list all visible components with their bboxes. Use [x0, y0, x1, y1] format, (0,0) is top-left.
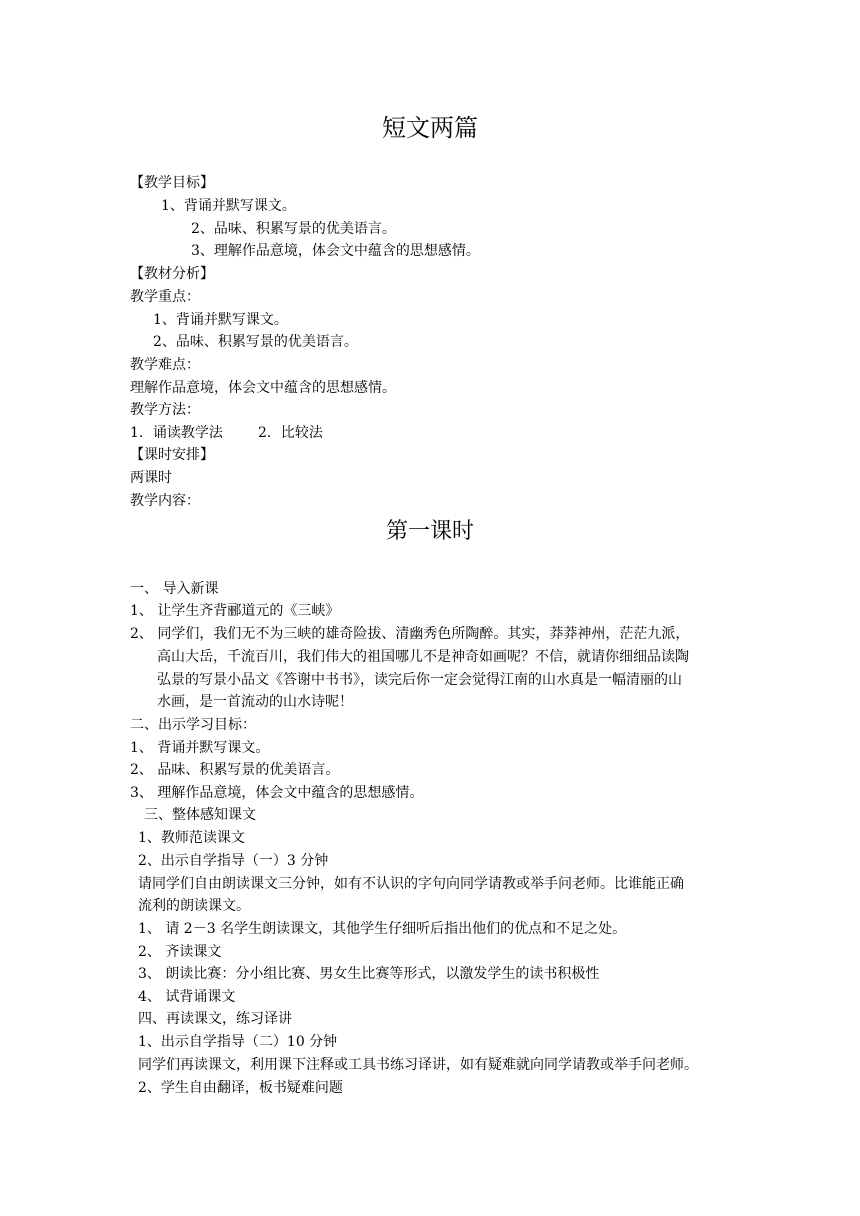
intro-paragraph-line: 高山大岳，千流百川，我们伟大的祖国哪儿不是神奇如画呢？不信，就请你细细品读陶: [157, 649, 689, 665]
goal-item: 1、 背诵并默写课文。: [130, 740, 270, 756]
schedule-heading: 【课时安排】: [130, 447, 214, 463]
step-line: 2、学生自由翻译，板书疑难问题: [138, 1080, 343, 1096]
goal-item: 3、 理解作品意境，体会文中蕴含的思想感情。: [130, 785, 424, 801]
section-heading: 四、再读课文，练习译讲: [138, 1011, 292, 1027]
step-line: 同学们再读课文，利用课下注释或工具书练习译讲，如有疑难就向同学请教或举手问老师。: [138, 1057, 698, 1073]
step-item: 4、 试背诵课文: [138, 989, 236, 1005]
step-item: 2、 齐读课文: [138, 944, 222, 960]
method-item: 1．诵读教学法: [130, 425, 223, 441]
step-item: 1、 请 2－3 名学生朗读课文，其他学生仔细听后指出他们的优点和不足之处。: [138, 921, 627, 937]
goal-item: 2、 品味、积累写景的优美语言。: [130, 762, 340, 778]
section-heading: 三、整体感知课文: [144, 807, 256, 823]
key-point-item: 2、品味、积累写景的优美语言。: [153, 334, 358, 350]
key-point-item: 1、背诵并默写课文。: [153, 312, 288, 328]
step-line: 流利的朗读课文。: [138, 898, 250, 914]
intro-item: 1、 让学生齐背郦道元的《三峡》: [130, 603, 340, 619]
step-line: 1、出示自学指导（二）10 分钟: [138, 1034, 338, 1050]
method-label: 教学方法：: [130, 402, 200, 418]
intro-paragraph-line: 水画，是一首流动的山水诗呢！: [157, 694, 353, 710]
difficulty-label: 教学难点：: [130, 357, 200, 373]
difficulty-text: 理解作品意境，体会文中蕴含的思想感情。: [130, 380, 396, 396]
section-heading: 一、 导入新课: [130, 581, 219, 597]
analysis-heading: 【教材分析】: [130, 266, 214, 282]
lesson-title: 第一课时: [385, 519, 474, 544]
objective-item: 2、品味、积累写景的优美语言。: [191, 221, 396, 237]
page-title: 短文两篇: [382, 114, 478, 142]
objectives-heading: 【教学目标】: [130, 175, 214, 191]
method-item: 2．比较法: [258, 425, 323, 441]
objective-item: 1、背诵并默写课文。: [161, 198, 296, 214]
step-item: 3、 朗读比赛：分小组比赛、男女生比赛等形式，以激发学生的读书积极性: [138, 966, 600, 982]
step-line: 1、教师范读课文: [138, 830, 245, 846]
step-line: 请同学们自由朗读课文三分钟，如有不认识的字句向同学请教或举手问老师。比谁能正确: [138, 876, 684, 892]
intro-paragraph-line: 弘景的写景小品文《答谢中书书》，读完后你一定会觉得江南的山水真是一幅清丽的山: [157, 672, 682, 688]
key-points-label: 教学重点：: [130, 289, 200, 305]
intro-paragraph-line: 2、 同学们，我们无不为三峡的雄奇险拔、清幽秀色所陶醉。其实，莽莽神州，茫茫九派，: [130, 626, 690, 642]
step-line: 2、出示自学指导（一）3 分钟: [138, 853, 329, 869]
objective-item: 3、理解作品意境，体会文中蕴含的思想感情。: [191, 243, 480, 259]
section-heading: 二、出示学习目标：: [130, 717, 256, 733]
content-label: 教学内容：: [130, 493, 200, 509]
schedule-text: 两课时: [130, 470, 172, 486]
